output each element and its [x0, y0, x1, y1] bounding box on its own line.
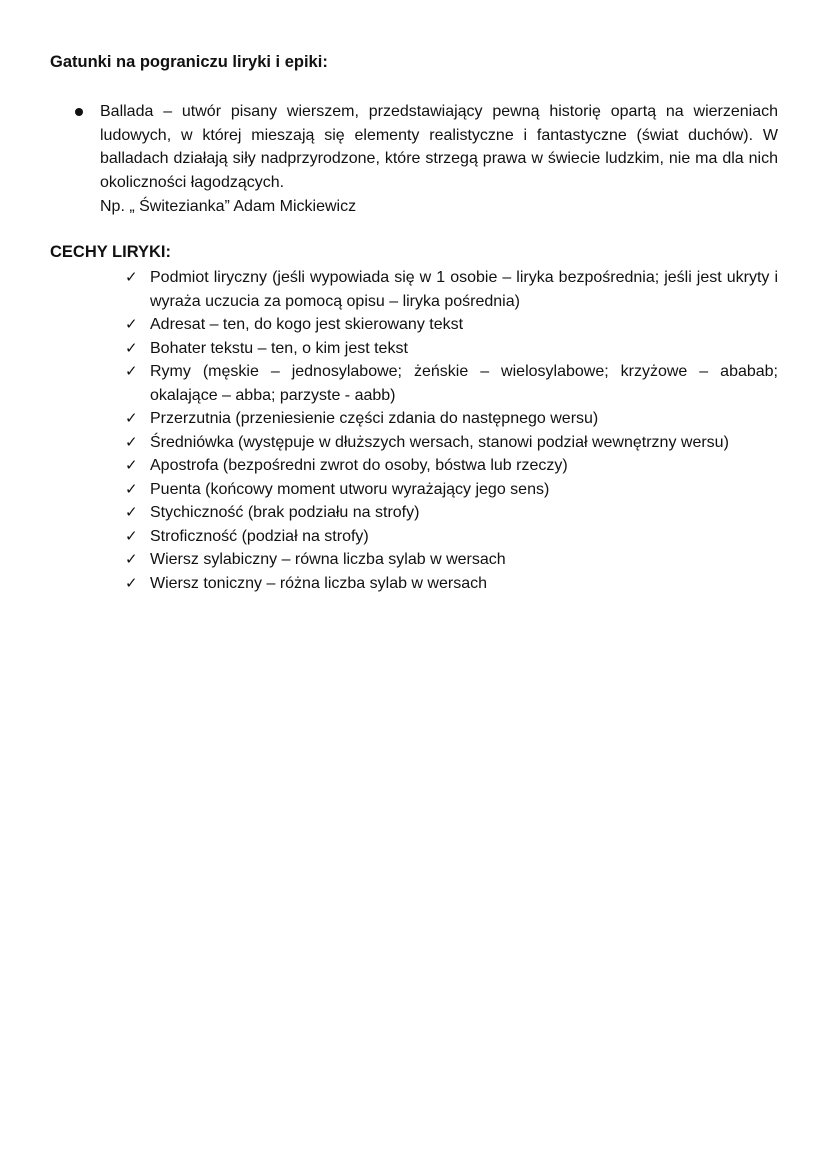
- checkmark-icon: ✓: [125, 362, 138, 380]
- feature-text: Wiersz sylabiczny – równa liczba sylab w wersach: [150, 551, 506, 568]
- feature-item: [125, 266, 778, 313]
- feature-item: [125, 337, 778, 361]
- feature-text: Podmiot liryczny (jeśli wypowiada się w 1 osobie – liryka bezpośrednia; jeśli jest ukryty i wyraża uczucia za pomocą opisu – liryka pośrednia): [150, 269, 778, 310]
- feature-item: [125, 431, 778, 455]
- feature-text: Puenta (końcowy moment utworu wyrażający jego sens): [150, 480, 550, 498]
- feature-text: Przerzutnia (przeniesienie części zdania do następnego wersu): [150, 410, 599, 427]
- checkmark-icon: ✓: [125, 550, 138, 568]
- feature-item: [125, 360, 778, 407]
- checkmark-icon: ✓: [125, 479, 138, 498]
- checkmark-icon: ✓: [125, 526, 138, 545]
- feature-item: [125, 478, 778, 502]
- feature-item: [125, 313, 778, 337]
- ballad-definition: Ballada – utwór pisany wierszem, przedstawiający pewną historię opartą na wierzeniach ludowych, w której mieszają się elementy realistyczne i fantastyczne (świat duchów). W balladach działają siły nadprzyrodzone, które strzegą prawa w świecie ludzkim, nie ma dla nich okoliczności łagodzących.: [100, 103, 778, 191]
- feature-item: [125, 407, 778, 431]
- checkmark-icon: ✓: [125, 432, 138, 451]
- feature-text: Średniówka (występuje w dłuższych wersach, stanowi podział wewnętrzny wersu): [150, 433, 729, 451]
- feature-item: [125, 548, 778, 572]
- feature-text: Adresat – ten, do kogo jest skierowany tekst: [150, 316, 464, 333]
- feature-text: Stychiczność (brak podziału na strofy): [150, 504, 420, 521]
- feature-item: [125, 525, 778, 549]
- feature-text: Stroficzność (podział na strofy): [150, 527, 369, 545]
- genres-heading: Gatunki na pograniczu liryki i epiki:: [50, 53, 328, 71]
- feature-text: Apostrofa (bezpośredni zwrot do osoby, bóstwa lub rzeczy): [150, 457, 568, 474]
- checkmark-icon: ✓: [125, 315, 138, 333]
- feature-text: Wiersz toniczny – różna liczba sylab w wersach: [150, 574, 488, 592]
- feature-text: Rymy (męskie – jednosylabowe; żeńskie – wielosylabowe; krzyżowe – ababab; okalające – abba; parzyste - aabb): [150, 363, 778, 404]
- feature-item: [125, 572, 778, 596]
- features-list: [125, 266, 778, 595]
- checkmark-icon: ✓: [125, 409, 138, 427]
- features-heading: CECHY LIRYKI:: [50, 243, 172, 261]
- checkmark-icon: ✓: [125, 573, 138, 592]
- checkmark-icon: ✓: [125, 338, 138, 357]
- checkmark-icon: ✓: [125, 456, 138, 474]
- feature-item: [125, 501, 778, 525]
- feature-item: [125, 454, 778, 478]
- ballad-example: Np. „ Świtezianka” Adam Mickiewicz: [100, 198, 357, 215]
- checkmark-icon: ✓: [125, 268, 138, 286]
- bullet-dot-icon: [75, 108, 83, 116]
- checkmark-icon: ✓: [125, 503, 138, 521]
- feature-text: Bohater tekstu – ten, o kim jest tekst: [150, 339, 408, 357]
